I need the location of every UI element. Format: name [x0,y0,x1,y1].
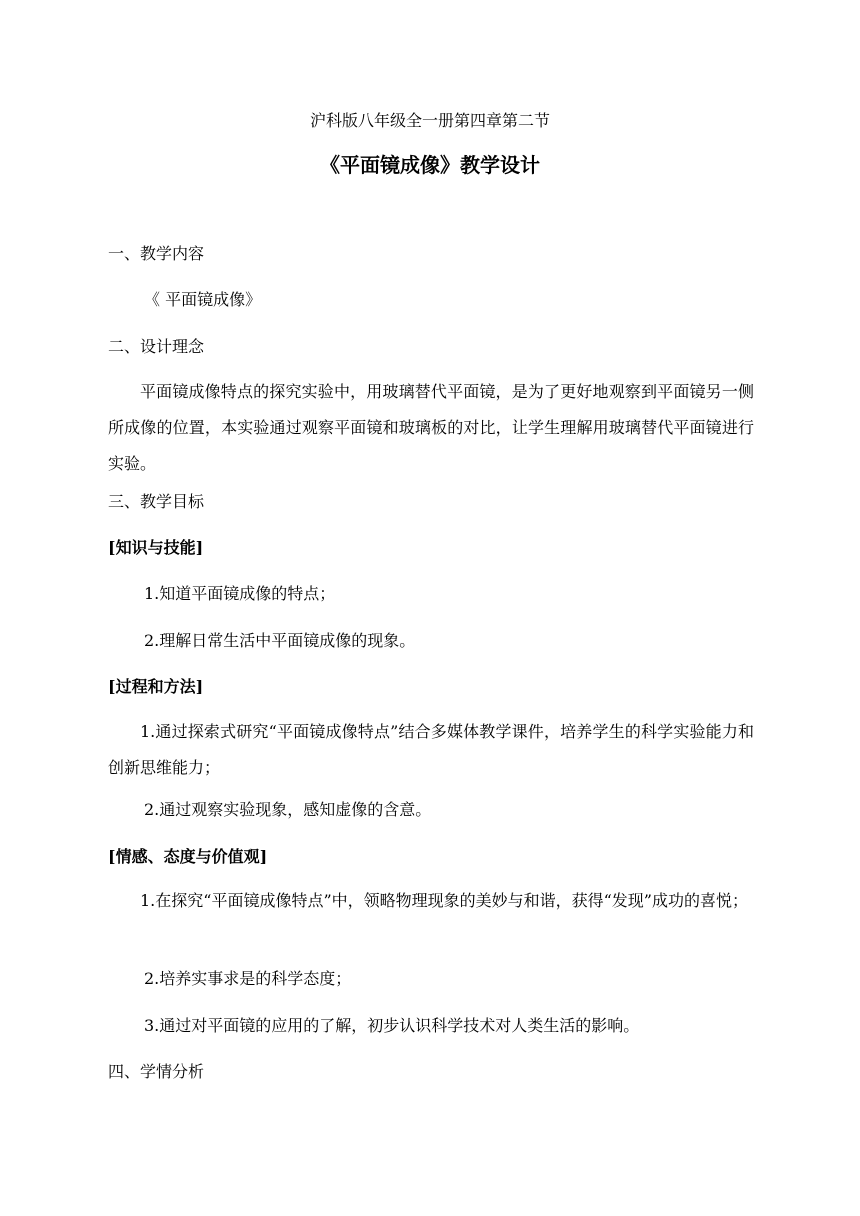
document-title: 《平面镜成像》教学设计 [320,153,540,177]
knowledge-item: 2.理解日常生活中平面镜成像的现象。 [144,631,416,650]
section-heading-concept: 二、设计理念 [108,337,205,356]
emotion-item: 3.通过对平面镜的应用的了解，初步认识科学技术对人类生活的影响。 [144,1016,640,1035]
document-subtitle: 沪科版八年级全一册第四章第二节 [309,111,550,130]
knowledge-label: [知识与技能] [108,538,204,557]
emotion-item: 1.在探究“平面镜成像特点”中，领略物理现象的美妙与和谐，获得“发现”成功的喜悦； [140,891,748,910]
section-heading-content: 一、教学内容 [108,244,205,263]
process-item: 2.通过观察实验现象，感知虚像的含意。 [144,800,432,819]
knowledge-item: 1.知道平面镜成像的特点； [144,584,336,603]
concept-paragraph: 平面镜成像特点的探究实验中，用玻璃替代平面镜，是为了更好地观察到平面镜另一侧所成像的位置，本实验通过观察平面镜和玻璃板的对比，让学生理解用玻璃替代平面镜进行实验。 [108,382,754,473]
process-label: [过程和方法] [108,677,204,696]
section-heading-analysis: 四、学情分析 [108,1062,205,1081]
emotion-item: 2.培养实事求是的科学态度； [144,969,352,988]
content-body: 《 平面镜成像》 [144,290,262,309]
emotion-label: [情感、态度与价值观] [108,847,268,866]
section-heading-objectives: 三、教学目标 [108,492,205,511]
process-item: 1.通过探索式研究“平面镜成像特点”结合多媒体教学课件，培养学生的科学实验能力和创新思维能力； [108,722,754,777]
